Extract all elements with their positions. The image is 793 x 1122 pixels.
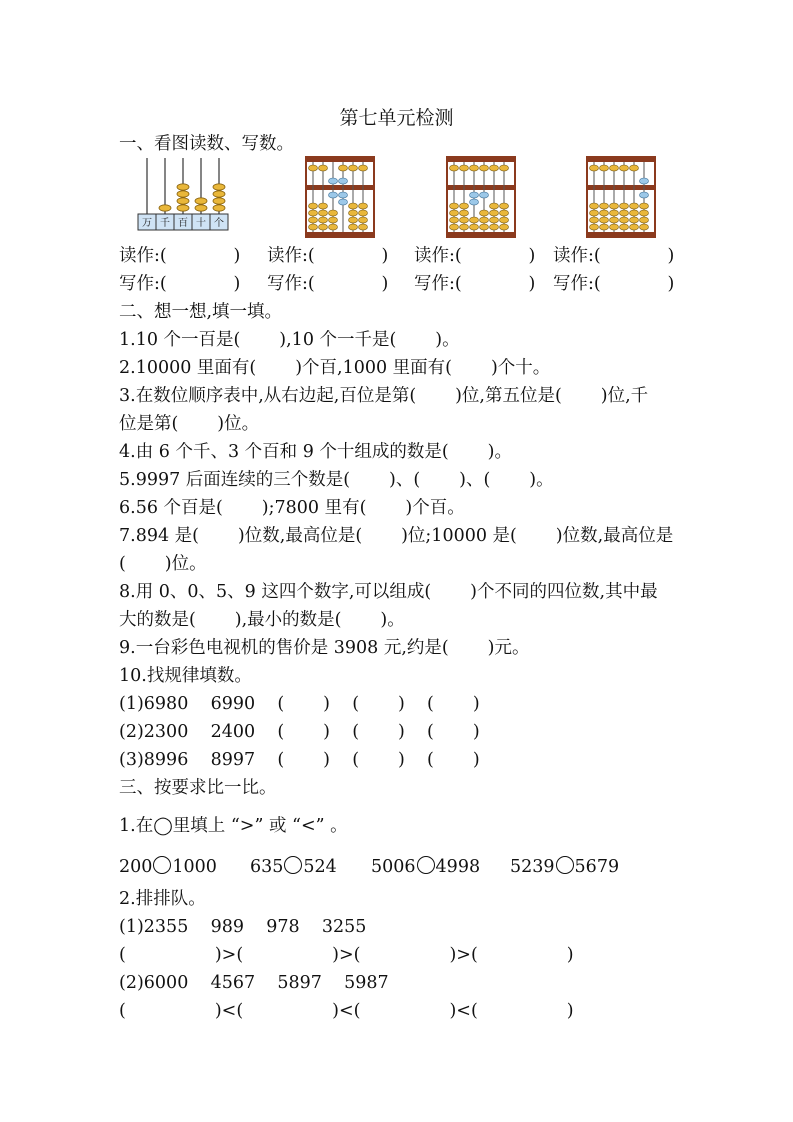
read-blank-3[interactable]: 读作:( )	[414, 246, 536, 266]
question-line: 4.由 6 个千、3 个百和 9 个十组成的数是( )。	[119, 442, 513, 462]
question-line: 8.用 0、0、5、9 这四个数字,可以组成( )个不同的四位数,其中最	[119, 582, 658, 602]
rod-label-ge: 个	[214, 218, 224, 229]
compare-item: 5239 5679	[510, 857, 620, 877]
sort-blanks[interactable]: ( )>( )>( )>( )	[119, 945, 574, 965]
circle-blank[interactable]	[284, 856, 302, 874]
compare-item: 635 524	[250, 857, 337, 877]
question-line: 10.找规律填数。	[119, 666, 252, 686]
section-heading: 一、看图读数、写数。	[119, 134, 294, 154]
pattern-row: (2)2300 2400 ( ) ( ) ( )	[119, 722, 480, 742]
question-line: 9.一台彩色电视机的售价是 3908 元,约是( )元。	[119, 638, 530, 658]
sort-blanks[interactable]: ( )<( )<( )<( )	[119, 1001, 574, 1021]
question-line: 7.894 是( )位数,最高位是( )位;10000 是( )位数,最高位是	[119, 526, 674, 546]
rod-label-wan: 万	[142, 218, 152, 229]
question-line: 3.在数位顺序表中,从右边起,百位是第( )位,第五位是( )位,千	[119, 386, 649, 406]
question-line: 位是第( )位。	[119, 414, 260, 434]
compare-item: 200 1000	[119, 857, 217, 877]
sort-numbers: (2)6000 4567 5897 5987	[119, 973, 389, 993]
question-line: ( )位。	[119, 554, 207, 574]
abacus-2	[446, 156, 516, 238]
abacus-1	[305, 156, 375, 238]
section-heading: 二、想一想,填一填。	[119, 302, 283, 322]
pattern-row: (3)8996 8997 ( ) ( ) ( )	[119, 750, 480, 770]
counting-rod-figure	[136, 156, 236, 232]
circle-blank[interactable]	[153, 856, 171, 874]
circle-blank[interactable]	[417, 856, 435, 874]
abacus-3	[586, 156, 656, 238]
rod-label-shi: 十	[196, 218, 206, 229]
read-blank-4[interactable]: 读作:( )	[553, 246, 675, 266]
section-heading: 三、按要求比一比。	[119, 778, 277, 798]
question-line: 2.10000 里面有( )个百,1000 里面有( )个十。	[119, 358, 551, 378]
write-blank-1[interactable]: 写作:( )	[119, 274, 241, 294]
question-line: 6.56 个百是( );7800 里有( )个百。	[119, 498, 465, 518]
read-blank-2[interactable]: 读作:( )	[267, 246, 389, 266]
page-title: 第七单元检测	[339, 107, 454, 129]
compare-item: 5006 4998	[371, 857, 481, 877]
question-line: 5.9997 后面连续的三个数是( )、( )、( )。	[119, 470, 554, 490]
write-blank-2[interactable]: 写作:( )	[267, 274, 389, 294]
read-blank-1[interactable]: 读作:( )	[119, 246, 241, 266]
pattern-row: (1)6980 6990 ( ) ( ) ( )	[119, 694, 480, 714]
question-line: 2.排排队。	[119, 889, 206, 909]
write-blank-4[interactable]: 写作:( )	[553, 274, 675, 294]
write-blank-3[interactable]: 写作:( )	[414, 274, 536, 294]
rod-label-bai: 百	[178, 218, 188, 229]
question-line: 大的数是( ),最小的数是( )。	[119, 610, 405, 630]
rod-label-qian: 千	[160, 218, 170, 229]
question-line: 1.在◯里填上 “>” 或 “<” 。	[119, 816, 348, 836]
circle-blank[interactable]	[556, 856, 574, 874]
question-line: 1.10 个一百是( ),10 个一千是( )。	[119, 330, 460, 350]
sort-numbers: (1)2355 989 978 3255	[119, 917, 367, 937]
